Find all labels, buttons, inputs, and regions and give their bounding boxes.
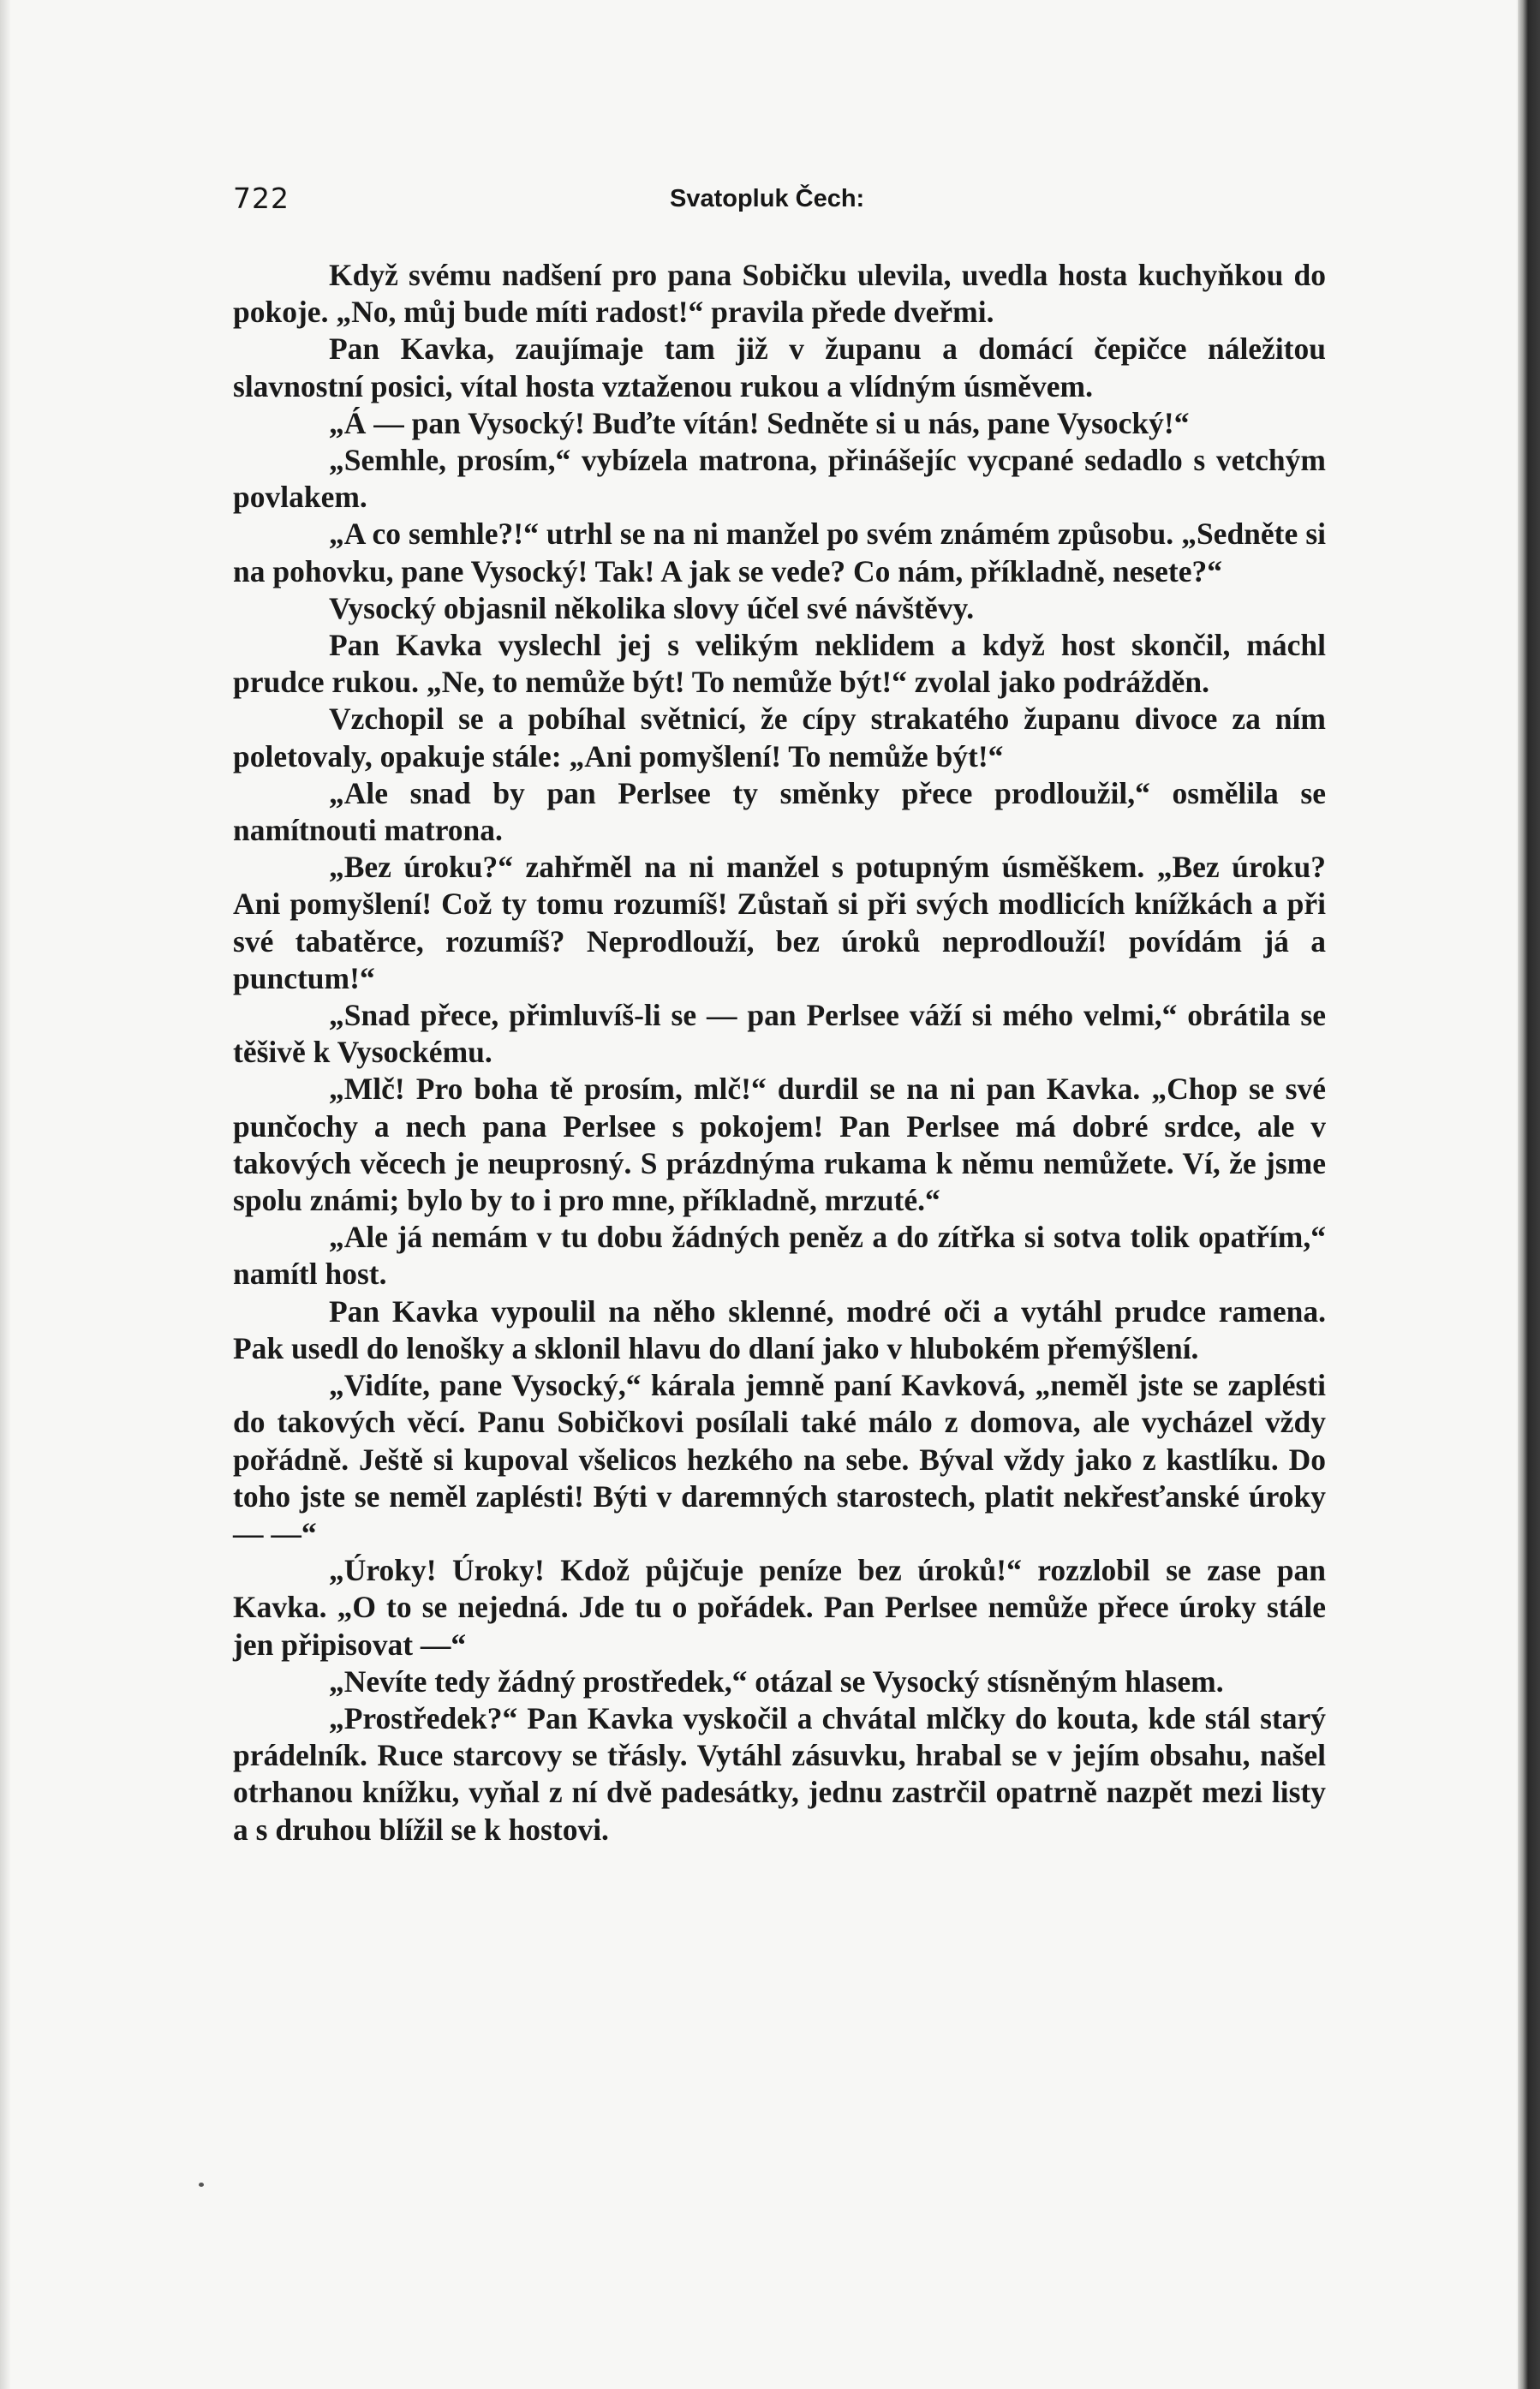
paragraph: „Bez úroku?“ zahřměl na ni manžel s potupným úsměškem. „Bez úroku? Ani pomyšlení! Což ty tomu rozumíš! Zůstaň si při svých modlicích knížkách a při své tabatěrce, rozumíš? Neprodlouží, bez úroků neprodlouží! povídám já a punctum!“ bbox=[233, 850, 1326, 995]
paragraph: „Á — pan Vysocký! Buďte vítán! Sedněte si u nás, pane Vysocký!“ bbox=[329, 405, 1190, 440]
paragraph: „Mlč! Pro boha tě prosím, mlč!“ durdil se na ni pan Kavka. „Chop se své punčochy a nech pana Perlsee s pokojem! Pan Perlsee má dobré srdce, ale v takových věcech je neuprosný. S prázdnýma rukama k němu nemůžete. Ví, že jsme spolu známi; bylo by to i pro mne, příkladně, mrzuté.“ bbox=[233, 1072, 1326, 1218]
body-text bbox=[233, 257, 1326, 1848]
paragraph: Pan Kavka vypoulil na něho sklenné, modré oči a vytáhl prudce ramena. Pak usedl do lenošky a sklonil hlavu do dlaní jako v hlubokém přemýšlení. bbox=[233, 1293, 1326, 1365]
ink-speck bbox=[199, 2183, 204, 2187]
paragraph: „Prostředek?“ Pan Kavka vyskočil a chvátal mlčky do kouta, kde stál starý prádelník. Ruce starcovy se třásly. Vytáhl zásuvku, hrabal se v jejím obsahu, našel otrhanou knížku, vyňal z ní dvě padesátky, jednu zastrčil opatrně nazpět mezi listy a s druhou blížil se k hostovi. bbox=[233, 1700, 1326, 1847]
paragraph: „Ale já nemám v tu dobu žádných peněz a do zítřka si sotva tolik opatřím,“ namítl host. bbox=[233, 1220, 1326, 1292]
paragraph: „Ale snad by pan Perlsee ty směnky přece prodloužil,“ osmělila se namítnouti matrona. bbox=[233, 775, 1326, 848]
paragraph: „Vidíte, pane Vysocký,“ kárala jemně paní Kavková, „neměl jste se zaplésti do takových věcí. Panu Sobičkovi posílali také málo z domova, ale vycházel vždy pořádně. Ještě si kupoval všelicos hezkého na sebe. Býval vždy jako z kastlíku. Do toho jste se neměl zaplésti! Býti v daremných starostech, platit nekřesťanské úroky — —“ bbox=[233, 1368, 1326, 1550]
page-number: 722 bbox=[233, 182, 289, 215]
page-left-edge bbox=[0, 0, 10, 2389]
paragraph: Pan Kavka, zaujímaje tam již v županu a domácí čepičce náležitou slavnostní posici, vítal hosta vztaženou rukou a vlídným úsměvem. bbox=[233, 331, 1326, 403]
paragraph: Pan Kavka vyslechl jej s velikým neklidem a když host skončil, máchl prudce rukou. „Ne, to nemůže být! To nemůže být!“ zvolal jako podrážděn. bbox=[233, 628, 1326, 700]
paragraph: „Semhle, prosím,“ vybízela matrona, přinášejíc vycpané sedadlo s vetchým povlakem. bbox=[233, 443, 1326, 515]
running-head: Svatopluk Čech: bbox=[670, 185, 865, 212]
page-right-edge bbox=[1518, 0, 1540, 2389]
paragraph: Vysocký objasnil několika slovy účel své návštěvy. bbox=[329, 590, 975, 625]
paragraph: „A co semhle?!“ utrhl se na ni manžel po svém známém způsobu. „Sedněte si na pohovku, pane Vysocký! Tak! A jak se vede? Co nám, příkladně, nesete?“ bbox=[233, 517, 1326, 588]
paragraph: Když svému nadšení pro pana Sobičku ulevila, uvedla hosta kuchyňkou do pokoje. „No, můj bude míti radost!“ pravila přede dveřmi. bbox=[233, 258, 1326, 330]
paragraph: „Nevíte tedy žádný prostředek,“ otázal se Vysocký stísněným hlasem. bbox=[329, 1663, 1224, 1699]
paragraph: „Snad přece, přimluvíš-li se — pan Perlsee váží si mého velmi,“ obrátila se těšivě k Vysockému. bbox=[233, 998, 1326, 1070]
paragraph: „Úroky! Úroky! Kdož půjčuje peníze bez úroků!“ rozzlobil se zase pan Kavka. „O to se nejedná. Jde tu o pořádek. Pan Perlsee nemůže přece úroky stále jen připisovat —“ bbox=[233, 1553, 1326, 1662]
paragraph: Vzchopil se a pobíhal světnicí, že cípy strakatého županu divoce za ním poletovaly, opakuje stále: „Ani pomyšlení! To nemůže být!“ bbox=[233, 702, 1326, 773]
page-header bbox=[233, 182, 1321, 216]
